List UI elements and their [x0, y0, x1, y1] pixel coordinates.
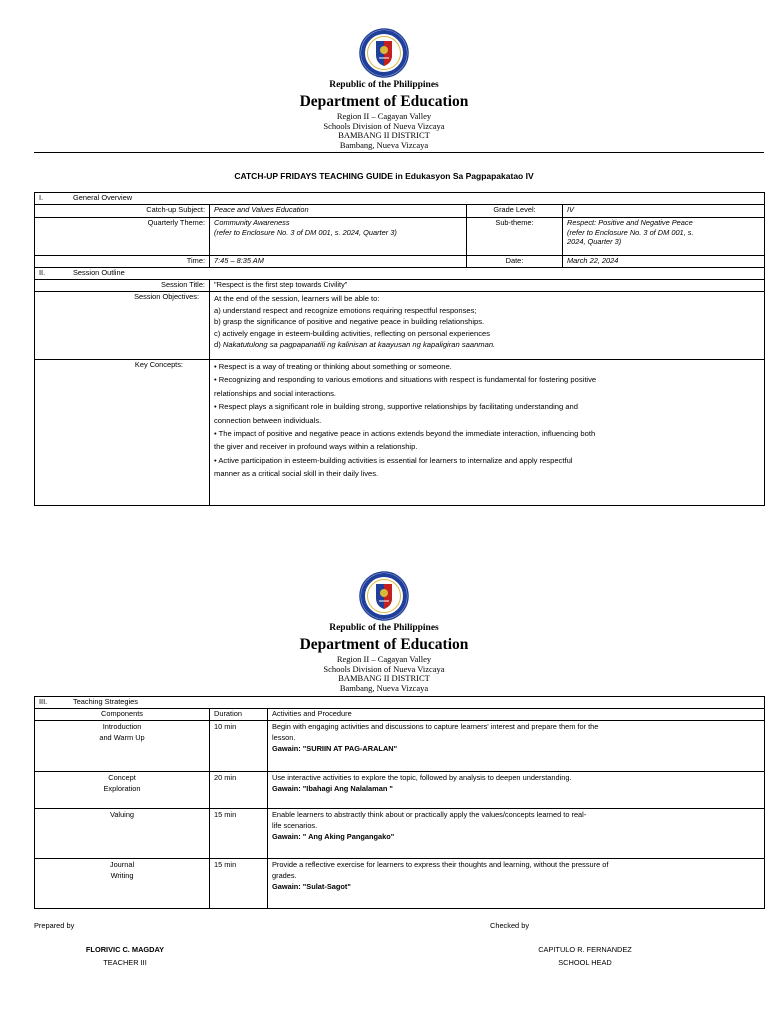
- checker-name: CAPITULO R. FERNANDEZ: [538, 945, 632, 954]
- component-name: Concept: [108, 773, 136, 782]
- component-cell: [35, 772, 210, 809]
- column-header: Duration: [210, 709, 268, 721]
- concept-line: • Recognizing and responding to various emotions and situations with respect is fundamental for fostering positive: [214, 375, 597, 385]
- concept-line: • Respect is a way of treating or thinking about something or someone.: [214, 362, 452, 371]
- field-label: Session Title:: [35, 280, 210, 292]
- component-name: Valuing: [109, 810, 135, 819]
- objective-item: [214, 339, 760, 351]
- teaching-strategies-table: [34, 696, 765, 909]
- prepared-by-label: Prepared by: [34, 921, 75, 930]
- table-row: [35, 721, 765, 772]
- subtheme-line: Respect: Positive and Negative Peace: [567, 218, 693, 227]
- region-line: Region II – Cagayan Valley: [336, 111, 432, 121]
- field-label: Grade Level:: [467, 205, 563, 218]
- field-value: IV: [563, 205, 765, 218]
- section-label: Teaching Strategies: [73, 697, 138, 706]
- subtheme-reference: (refer to Enclosure No. 3 of DM 001, s.: [567, 227, 694, 237]
- field-value: Peace and Values Education: [210, 205, 467, 218]
- activity-cell: [268, 772, 765, 809]
- objective-item: b) grasp the significance of positive and negative peace in building relationships.: [214, 317, 485, 326]
- field-label: Catch-up Subject:: [35, 205, 210, 218]
- concept-line: • Respect plays a significant role in building strong, supportive relationships by facilitating understanding and: [214, 402, 578, 412]
- objectives-cell: [210, 292, 765, 360]
- component-name: and Warm Up: [99, 733, 145, 742]
- activity-text: life scenarios.: [272, 821, 318, 830]
- component-cell: [35, 809, 210, 859]
- concept-line: the giver and receiver in profound ways within a relationship.: [214, 442, 418, 452]
- component-cell: [35, 859, 210, 909]
- section-number: I.: [39, 193, 44, 202]
- preparer-title: TEACHER III: [103, 958, 147, 967]
- division-line: Schools Division of Nueva Vizcaya: [323, 120, 445, 131]
- gawain-label: Gawain: " Ang Aking Pangangako": [272, 832, 395, 841]
- component-name: Exploration: [103, 784, 141, 793]
- department-name: Department of Education: [299, 92, 469, 110]
- component-name: Journal: [109, 860, 135, 869]
- component-name: Introduction: [102, 722, 142, 731]
- region-line: Region II – Cagayan Valley: [336, 654, 432, 664]
- section-row: [35, 268, 765, 280]
- checked-by-label: Checked by: [490, 921, 530, 930]
- objectives-intro: At the end of the session, learners will be able to:: [214, 294, 380, 303]
- activity-text: Provide a reflective exercise for learners to express their thoughts and learning, without the pressure of: [272, 860, 609, 869]
- activity-text: grades.: [272, 871, 297, 880]
- concept-line: • The impact of positive and negative peace in actions extends beyond the immediate interaction, influencing both: [214, 429, 596, 439]
- department-name: Department of Education: [299, 635, 469, 653]
- activity-text: Use interactive activities to explore the topic, followed by analysis to deepen understanding.: [272, 773, 572, 782]
- objective-item: c) actively engage in esteem-building activities, reflecting on personal experiences: [214, 328, 491, 338]
- objective-item: a) understand respect and recognize emotions requiring respectful responses;: [214, 305, 477, 315]
- field-label: Time:: [35, 256, 210, 268]
- table-row: [35, 360, 765, 506]
- table-row: [35, 809, 765, 859]
- component-cell: [35, 721, 210, 772]
- section-label: General Overview: [73, 193, 133, 202]
- field-value: March 22, 2024: [563, 256, 765, 268]
- column-header: Components: [35, 709, 210, 721]
- objective-text: Nakatutulong sa pagpapanatili ng kalinisan at kaayusan ng kapaligiran saanman.: [222, 340, 496, 349]
- key-concepts-cell: [210, 360, 765, 506]
- header-rule: [34, 152, 764, 153]
- activity-cell: [268, 859, 765, 909]
- table-row: [35, 256, 765, 268]
- section-number: II.: [39, 268, 46, 277]
- district-line: BAMBANG II DISTRICT: [338, 673, 430, 683]
- gawain-label: Gawain: "SURIIN AT PAG-ARALAN": [272, 744, 398, 753]
- duration-cell: 15 min: [210, 809, 268, 859]
- table-row: [35, 205, 765, 218]
- concept-line: connection between individuals.: [214, 415, 322, 425]
- division-line: Schools Division of Nueva Vizcaya: [323, 663, 445, 674]
- table-row: [35, 859, 765, 909]
- field-label: Quarterly Theme:: [35, 218, 210, 256]
- checker-title: SCHOOL HEAD: [558, 958, 612, 967]
- section-row: [35, 193, 765, 205]
- table-row: [35, 772, 765, 809]
- table-row: [35, 292, 765, 360]
- gawain-label: Gawain: "Ibahagi Ang Nalalaman ": [272, 784, 393, 793]
- field-label: Session Objectives:: [35, 292, 210, 360]
- session-title: "Respect is the first step towards Civility": [210, 280, 765, 292]
- place-line: Bambang, Nueva Vizcaya: [339, 682, 429, 693]
- duration-cell: 15 min: [210, 859, 268, 909]
- theme-reference: (refer to Enclosure No. 3 of DM 001, s. 2024, Quarter 3): [214, 227, 397, 237]
- field-label: Date:: [467, 256, 563, 268]
- place-line: Bambang, Nueva Vizcaya: [339, 139, 429, 150]
- concept-line: relationships and social interactions.: [214, 388, 336, 398]
- gawain-label: Gawain: "Sulat-Sagot": [272, 882, 351, 891]
- republic-line: Republic of the Philippines: [329, 80, 439, 90]
- duration-cell: 20 min: [210, 772, 268, 809]
- theme-line: Community Awareness: [214, 218, 290, 227]
- field-value: [210, 218, 467, 256]
- activity-text: Begin with engaging activities and discussions to capture learners' interest and prepare them for the: [272, 722, 599, 731]
- table-row: [35, 218, 765, 256]
- district-line: BAMBANG II DISTRICT: [338, 130, 430, 140]
- field-value: [563, 218, 765, 256]
- component-name: Writing: [110, 871, 134, 880]
- deped-seal-logo: [359, 571, 409, 621]
- section-number: III.: [39, 697, 48, 706]
- concept-line: manner as a critical social skill in their daily lives.: [214, 469, 379, 479]
- deped-seal-logo: [359, 28, 409, 78]
- letterhead: [0, 624, 768, 692]
- duration-cell: 10 min: [210, 721, 268, 772]
- republic-line: Republic of the Philippines: [329, 623, 439, 633]
- activity-cell: [268, 809, 765, 859]
- activity-text: Enable learners to abstractly think about or practically apply the values/concepts learned to real-: [272, 810, 587, 819]
- column-header: Activities and Procedure: [268, 709, 765, 721]
- subtheme-reference: 2024, Quarter 3): [567, 237, 622, 246]
- field-label: Key Concepts:: [35, 360, 210, 506]
- document-title: CATCH-UP FRIDAYS TEACHING GUIDE in Edukasyon Sa Pagpapakatao IV: [234, 171, 534, 181]
- activity-cell: [268, 721, 765, 772]
- activity-text: lesson.: [272, 733, 296, 742]
- objective-prefix: d): [214, 340, 223, 349]
- section-row: [35, 697, 765, 709]
- table-row: [35, 280, 765, 292]
- preparer-name: FLORIVIC C. MAGDAY: [85, 945, 165, 954]
- concept-line: • Active participation in esteem-building activities is essential for learners to internalize and apply respectful: [214, 455, 573, 465]
- table-header-row: [35, 709, 765, 721]
- field-label: Sub-theme:: [467, 218, 563, 256]
- overview-table: [34, 192, 765, 506]
- letterhead: [0, 81, 768, 149]
- section-label: Session Outline: [73, 268, 125, 277]
- field-value: 7:45 – 8:35 AM: [210, 256, 467, 268]
